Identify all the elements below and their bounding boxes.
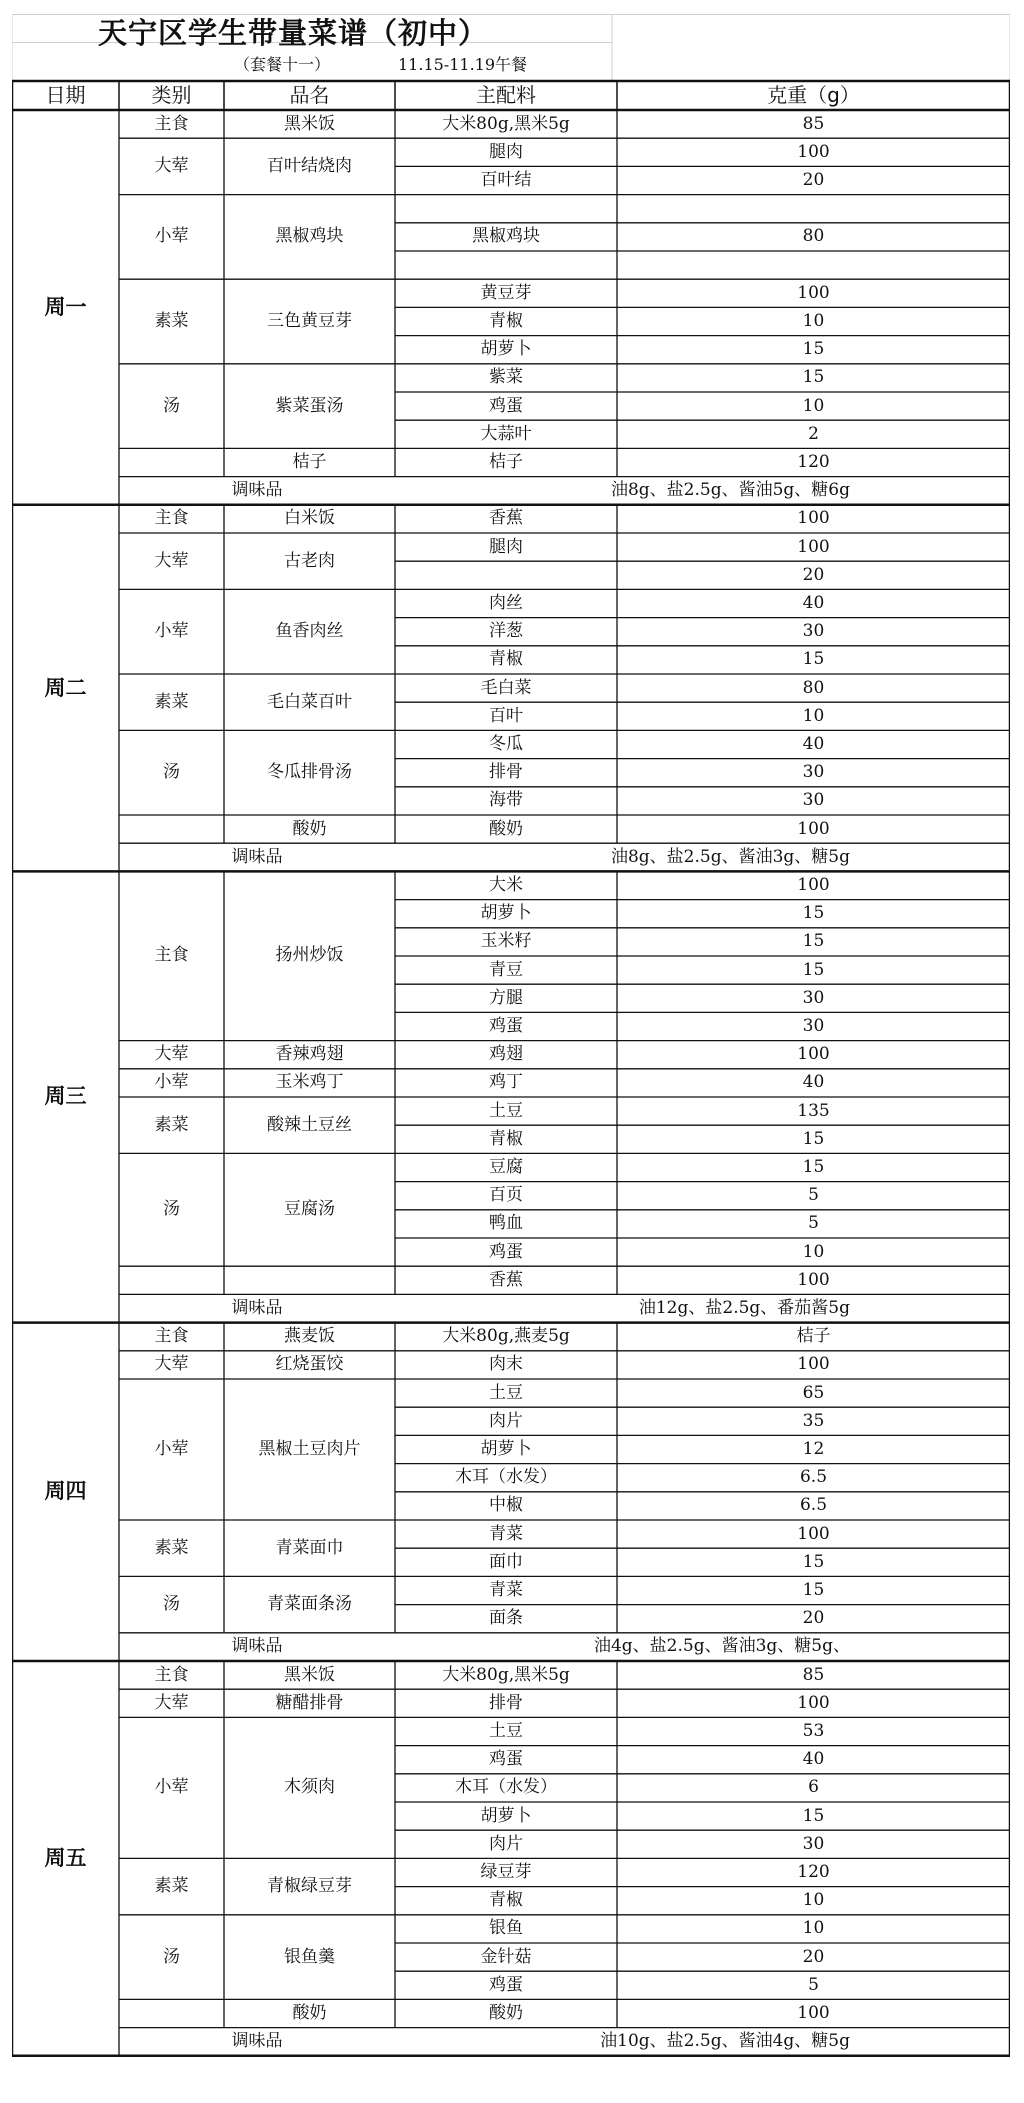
dish-cell: 三色黄豆芽 <box>267 310 352 331</box>
weight-cell: 30 <box>802 1833 825 1854</box>
category-cell: 小荤 <box>154 1072 189 1093</box>
ingredient-cell: 胡萝卜 <box>480 903 532 924</box>
ingredient-cell: 绿豆芽 <box>480 1861 532 1882</box>
dish-cell: 紫菜蛋汤 <box>275 395 344 416</box>
weight-cell: 120 <box>797 451 830 472</box>
category-cell: 汤 <box>163 762 180 783</box>
weight-cell: 40 <box>802 1749 825 1770</box>
ingredient-cell: 青椒 <box>489 649 523 670</box>
dish-cell: 红烧蛋饺 <box>275 1354 344 1375</box>
dish-cell: 黑米饭 <box>284 113 335 134</box>
weight-cell: 53 <box>802 1720 825 1741</box>
weight-cell: 20 <box>802 169 825 190</box>
dish-cell: 毛白菜百叶 <box>267 691 352 712</box>
seasoning-label: 调味品 <box>231 1297 283 1318</box>
weight-cell: 100 <box>797 1523 830 1544</box>
ingredient-cell: 面条 <box>489 1608 523 1629</box>
ingredient-cell: 面巾 <box>489 1551 523 1572</box>
ingredient-cell: 土豆 <box>489 1382 523 1403</box>
category-cell: 主食 <box>154 113 189 134</box>
weight-cell: 2 <box>808 423 819 444</box>
category-cell <box>119 815 224 843</box>
weight-cell: 20 <box>802 1608 825 1629</box>
ingredient-cell: 大米 <box>489 874 523 895</box>
sheet-header <box>12 14 1010 80</box>
ingredient-cell: 腿肉 <box>489 141 523 162</box>
weight-cell: 65 <box>802 1382 825 1403</box>
date-range: 11.15-11.19午餐 <box>398 55 528 74</box>
ingredient-cell: 毛白菜 <box>480 677 532 698</box>
ingredient-cell: 青菜 <box>489 1579 523 1600</box>
weight-cell: 30 <box>802 987 825 1008</box>
dish-cell: 青菜面条汤 <box>267 1594 352 1615</box>
ingredient-cell: 金针菇 <box>480 1946 532 1967</box>
page-title: 天宁区学生带量菜谱（初中） <box>98 16 489 50</box>
category-cell: 小荤 <box>154 1439 189 1459</box>
weight-cell: 15 <box>802 1805 825 1826</box>
ingredient-cell: 大蒜叶 <box>480 423 532 444</box>
dish-cell: 黑椒土豆肉片 <box>258 1439 361 1459</box>
weight-cell <box>617 195 1010 223</box>
seasoning-value: 油8g、盐2.5g、酱油3g、糖5g <box>610 846 850 867</box>
ingredient-cell: 肉片 <box>489 1410 523 1431</box>
ingredient-cell: 香蕉 <box>489 508 523 529</box>
dish-cell: 酸奶 <box>292 2002 327 2023</box>
category-column-header: 类别 <box>151 83 192 107</box>
ingredient-cell <box>395 251 617 279</box>
weight-cell: 80 <box>802 677 825 698</box>
seasoning-value: 油12g、盐2.5g、番茄酱5g <box>638 1297 850 1318</box>
category-cell: 汤 <box>163 1594 180 1615</box>
category-cell: 汤 <box>163 1946 180 1967</box>
weight-cell: 6.5 <box>799 1467 828 1488</box>
weight-cell: 35 <box>802 1410 825 1431</box>
ingredient-cell: 冬瓜 <box>489 733 523 754</box>
dish-cell: 酸辣土豆丝 <box>267 1114 352 1135</box>
category-cell: 大荤 <box>154 1692 189 1713</box>
weight-cell: 6 <box>808 1777 819 1798</box>
dish-cell: 青菜面巾 <box>275 1537 344 1558</box>
category-cell <box>119 1999 224 2027</box>
weight-cell: 100 <box>797 1044 830 1065</box>
weight-cell: 30 <box>802 790 825 811</box>
category-cell: 汤 <box>163 1199 180 1220</box>
dish-cell: 扬州炒饭 <box>275 945 344 966</box>
menu-table <box>12 80 1010 2056</box>
seasoning-value: 油10g、盐2.5g、酱油4g、糖5g <box>600 2031 850 2052</box>
weight-cell: 15 <box>802 931 825 952</box>
dish-cell: 木须肉 <box>284 1777 335 1798</box>
dish-cell: 玉米鸡丁 <box>275 1072 344 1093</box>
seasoning-label: 调味品 <box>231 480 283 501</box>
ingredient-cell: 海带 <box>489 790 523 811</box>
weight-column-header: 克重（g） <box>767 83 860 107</box>
ingredient-cell: 鸡丁 <box>489 1072 523 1093</box>
ingredient-cell: 大米80g,燕麦5g <box>442 1326 570 1347</box>
category-cell: 素菜 <box>154 1537 189 1558</box>
weight-cell: 15 <box>802 1156 825 1177</box>
dish-cell: 古老肉 <box>284 550 335 571</box>
ingredient-cell: 鸡蛋 <box>489 1974 523 1995</box>
category-cell: 主食 <box>154 508 189 529</box>
ingredient-cell: 洋葱 <box>489 621 523 642</box>
weight-cell: 10 <box>802 310 825 331</box>
ingredient-cell: 鸡翅 <box>489 1044 523 1065</box>
weight-cell: 100 <box>797 141 830 162</box>
category-cell: 大荤 <box>154 1354 189 1375</box>
weight-cell: 100 <box>797 1269 830 1290</box>
seasoning-label: 调味品 <box>231 1636 283 1657</box>
category-cell: 素菜 <box>154 310 189 331</box>
weight-cell: 15 <box>802 1551 825 1572</box>
ingredient-cell: 百叶 <box>489 705 523 726</box>
ingredient-cell: 鸡蛋 <box>489 1749 523 1770</box>
weight-cell: 120 <box>797 1861 830 1882</box>
ingredient-cell: 黄豆芽 <box>480 282 532 303</box>
dish-cell: 冬瓜排骨汤 <box>267 762 352 783</box>
weight-cell: 12 <box>802 1438 825 1459</box>
weight-cell: 30 <box>802 1015 825 1036</box>
weight-cell: 15 <box>802 1128 825 1149</box>
weight-cell: 5 <box>808 1185 819 1206</box>
ingredient-cell: 鸡蛋 <box>489 1241 523 1262</box>
dish-column-header: 品名 <box>289 83 330 107</box>
day-label: 周二 <box>44 675 87 700</box>
weight-cell: 桔子 <box>796 1326 831 1347</box>
dish-cell: 青椒绿豆芽 <box>267 1876 352 1897</box>
ingredient-cell: 青豆 <box>489 959 523 980</box>
category-cell <box>119 448 224 476</box>
weight-cell: 100 <box>797 1692 830 1713</box>
weight-cell: 40 <box>802 592 825 613</box>
ingredient-cell: 中椒 <box>489 1495 523 1516</box>
ingredient-cell: 胡萝卜 <box>480 339 532 360</box>
category-cell: 大荤 <box>154 155 189 176</box>
category-cell: 素菜 <box>154 1876 189 1897</box>
ingredient-cell: 黑椒鸡块 <box>472 226 540 247</box>
day-label: 周三 <box>44 1084 87 1109</box>
weight-cell: 40 <box>802 733 825 754</box>
dish-cell: 白米饭 <box>284 508 335 529</box>
category-cell: 主食 <box>154 1664 189 1685</box>
category-cell <box>119 1266 224 1294</box>
ingredient-cell: 排骨 <box>489 762 523 783</box>
ingredient-cell: 百叶结 <box>480 169 532 190</box>
weight-cell: 6.5 <box>799 1495 828 1516</box>
seasoning-label: 调味品 <box>231 846 283 867</box>
ingredient-column-header: 主配料 <box>476 83 536 107</box>
ingredient-cell: 酸奶 <box>489 2002 523 2023</box>
seasoning-label: 调味品 <box>231 2031 283 2052</box>
category-cell: 主食 <box>154 945 189 966</box>
ingredient-cell: 胡萝卜 <box>480 1438 532 1459</box>
weight-cell: 80 <box>802 226 825 247</box>
weight-cell: 10 <box>802 1241 825 1262</box>
category-cell: 小荤 <box>154 226 189 247</box>
category-cell: 大荤 <box>154 550 189 571</box>
weight-cell: 85 <box>802 1664 825 1685</box>
ingredient-cell: 桔子 <box>489 451 523 472</box>
ingredient-cell: 方腿 <box>489 987 523 1008</box>
dish-cell: 豆腐汤 <box>284 1199 335 1220</box>
dish-cell: 黑米饭 <box>284 1664 335 1685</box>
weight-cell: 100 <box>797 536 830 557</box>
category-cell: 小荤 <box>154 621 189 642</box>
ingredient-cell: 土豆 <box>489 1100 523 1121</box>
day-label: 周一 <box>44 294 87 319</box>
set-meal-label: （套餐十一） <box>234 55 331 74</box>
weight-cell: 85 <box>802 113 825 134</box>
menu-sheet <box>12 14 1010 2088</box>
ingredient-cell: 豆腐 <box>489 1156 523 1177</box>
ingredient-cell: 肉末 <box>489 1354 523 1375</box>
weight-cell: 15 <box>802 959 825 980</box>
dish-cell: 酸奶 <box>292 818 327 839</box>
weight-cell: 100 <box>797 508 830 529</box>
weight-cell: 100 <box>797 874 830 895</box>
dish-cell: 黑椒鸡块 <box>275 226 344 247</box>
ingredient-cell: 木耳（水发） <box>455 1777 557 1798</box>
weight-cell: 10 <box>802 1890 825 1911</box>
ingredient-cell: 木耳（水发） <box>455 1467 557 1488</box>
ingredient-cell: 腿肉 <box>489 536 523 557</box>
weight-cell: 15 <box>802 339 825 360</box>
ingredient-cell: 酸奶 <box>489 818 523 839</box>
ingredient-cell: 银鱼 <box>489 1918 523 1939</box>
seasoning-value: 油8g、盐2.5g、酱油5g、糖6g <box>610 480 850 501</box>
date-column-header: 日期 <box>45 83 86 107</box>
weight-cell: 5 <box>808 1974 819 1995</box>
ingredient-cell: 紫菜 <box>489 367 523 388</box>
ingredient-cell: 青菜 <box>489 1523 523 1544</box>
seasoning-value: 油4g、盐2.5g、酱油3g、糖5g、 <box>593 1636 850 1657</box>
dish-cell: 糖醋排骨 <box>275 1692 344 1713</box>
dish-cell: 百叶结烧肉 <box>267 155 352 176</box>
ingredient-cell: 肉丝 <box>489 592 523 613</box>
ingredient-cell: 大米80g,黑米5g <box>442 113 570 134</box>
weight-cell: 100 <box>797 282 830 303</box>
category-cell: 主食 <box>154 1326 189 1347</box>
weight-cell: 30 <box>802 762 825 783</box>
ingredient-cell: 青椒 <box>489 1890 523 1911</box>
ingredient-cell: 百页 <box>489 1185 523 1206</box>
ingredient-cell: 玉米籽 <box>480 931 532 952</box>
ingredient-cell: 排骨 <box>489 1692 523 1713</box>
day-label: 周五 <box>44 1845 87 1870</box>
weight-cell: 5 <box>808 1213 819 1234</box>
ingredient-cell: 大米80g,黑米5g <box>442 1664 570 1685</box>
category-cell: 素菜 <box>154 691 189 712</box>
weight-cell: 15 <box>802 903 825 924</box>
category-cell: 汤 <box>163 395 180 416</box>
dish-cell: 桔子 <box>292 451 327 472</box>
weight-cell: 15 <box>802 1579 825 1600</box>
ingredient-cell: 香蕉 <box>489 1269 523 1290</box>
ingredient-cell: 鸡蛋 <box>489 1015 523 1036</box>
dish-cell: 燕麦饭 <box>284 1326 335 1347</box>
weight-cell: 135 <box>797 1100 830 1121</box>
ingredient-cell: 青椒 <box>489 310 523 331</box>
category-cell: 小荤 <box>154 1777 189 1798</box>
weight-cell: 15 <box>802 367 825 388</box>
category-cell: 大荤 <box>154 1044 189 1065</box>
day-label: 周四 <box>44 1479 87 1504</box>
weight-cell: 20 <box>802 564 825 585</box>
weight-cell: 100 <box>797 818 830 839</box>
weight-cell: 100 <box>797 1354 830 1375</box>
ingredient-cell: 鸭血 <box>489 1213 523 1234</box>
ingredient-cell: 肉片 <box>489 1833 523 1854</box>
weight-cell: 20 <box>802 1946 825 1967</box>
weight-cell <box>617 251 1010 279</box>
weight-cell: 10 <box>802 395 825 416</box>
ingredient-cell <box>395 561 617 589</box>
dish-cell: 鱼香肉丝 <box>275 621 344 642</box>
ingredient-cell: 青椒 <box>489 1128 523 1149</box>
weight-cell: 100 <box>797 2002 830 2023</box>
weight-cell: 40 <box>802 1072 825 1093</box>
weight-cell: 10 <box>802 1918 825 1939</box>
weight-cell: 15 <box>802 649 825 670</box>
category-cell: 素菜 <box>154 1114 189 1135</box>
ingredient-cell: 土豆 <box>489 1720 523 1741</box>
dish-cell: 香辣鸡翅 <box>275 1044 344 1065</box>
weight-cell: 10 <box>802 705 825 726</box>
ingredient-cell: 胡萝卜 <box>480 1805 532 1826</box>
ingredient-cell: 鸡蛋 <box>489 395 523 416</box>
dish-cell <box>224 1266 395 1294</box>
weight-cell: 30 <box>802 621 825 642</box>
dish-cell: 银鱼羹 <box>284 1946 335 1967</box>
ingredient-cell <box>395 195 617 223</box>
